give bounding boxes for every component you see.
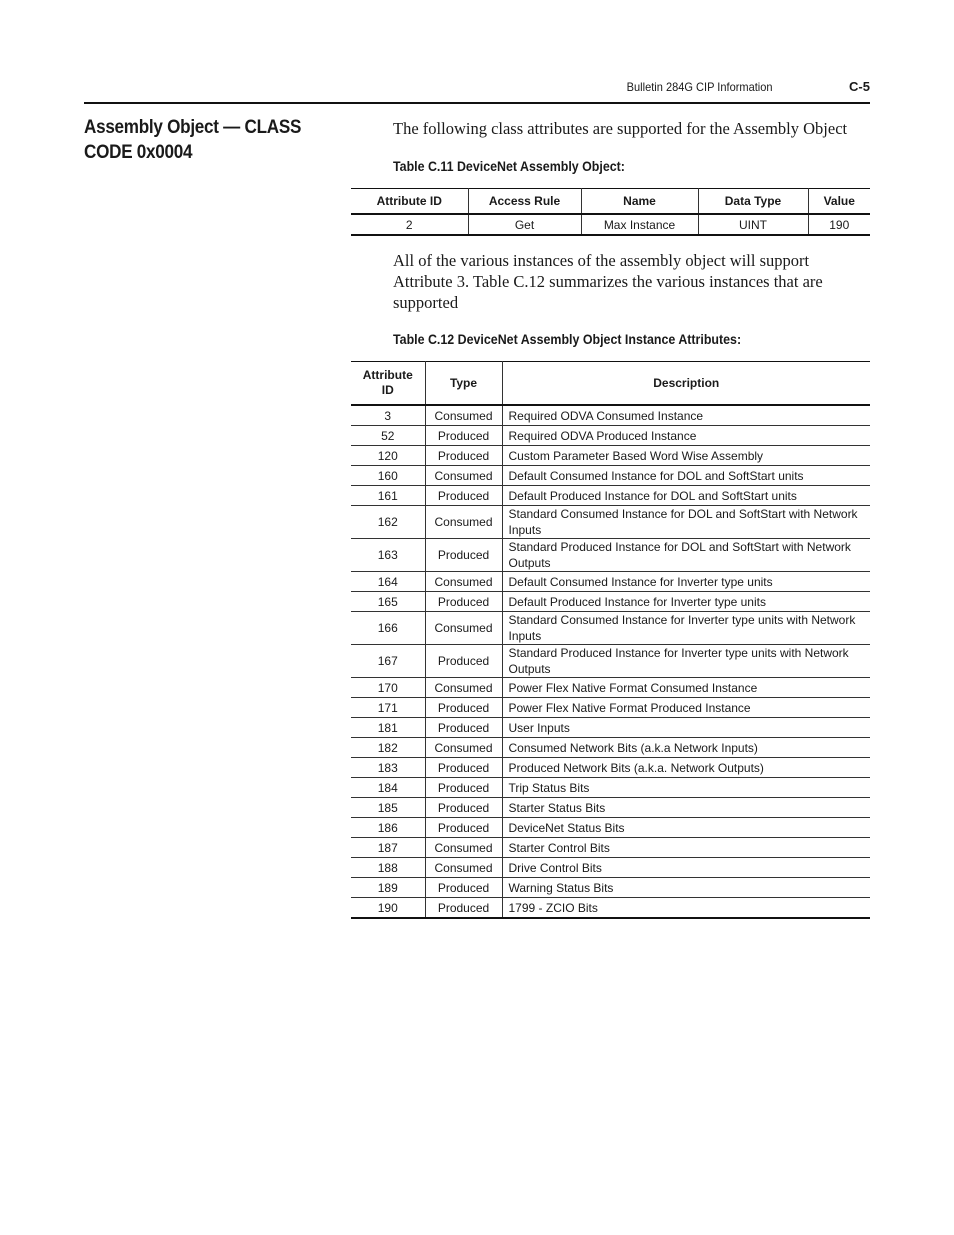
type-cell: Consumed xyxy=(425,678,502,698)
column-header: Name xyxy=(581,189,698,215)
table-row xyxy=(351,818,870,838)
type-cell: Consumed xyxy=(425,405,502,426)
description-cell: Standard Consumed Instance for DOL and SoftStart with Network Inputs xyxy=(502,506,870,539)
table-row xyxy=(351,506,870,539)
instances-paragraph: All of the various instances of the assembly object will support Attribute 3. Table C.12 summarizes the various instances that are supported xyxy=(393,251,823,312)
page-number: C-5 xyxy=(849,79,870,94)
type-cell: Produced xyxy=(425,878,502,898)
type-cell: Produced xyxy=(425,898,502,919)
header-rule xyxy=(84,102,870,104)
type-cell: Consumed xyxy=(425,466,502,486)
table-row xyxy=(351,466,870,486)
attribute-id-cell: 187 xyxy=(351,838,425,858)
column-header: Value xyxy=(808,189,870,215)
description-cell: Default Produced Instance for DOL and SoftStart units xyxy=(502,486,870,506)
table-c11-header-row xyxy=(351,189,870,215)
table-c12-body xyxy=(351,405,870,918)
description-cell: Default Produced Instance for Inverter type units xyxy=(502,592,870,612)
type-cell: Consumed xyxy=(425,572,502,592)
attribute-id-cell: 163 xyxy=(351,539,425,572)
table-row xyxy=(351,214,870,235)
type-cell: Consumed xyxy=(425,838,502,858)
description-cell: Warning Status Bits xyxy=(502,878,870,898)
attribute-id-cell: 162 xyxy=(351,506,425,539)
description-cell: Required ODVA Consumed Instance xyxy=(502,405,870,426)
type-cell: Produced xyxy=(425,698,502,718)
table-row xyxy=(351,798,870,818)
description-cell: DeviceNet Status Bits xyxy=(502,818,870,838)
running-header xyxy=(84,78,870,100)
description-cell: Trip Status Bits xyxy=(502,778,870,798)
attribute-id-cell: 171 xyxy=(351,698,425,718)
attribute-id-cell: 161 xyxy=(351,486,425,506)
description-cell: Drive Control Bits xyxy=(502,858,870,878)
attribute-id-cell: 166 xyxy=(351,612,425,645)
table-row xyxy=(351,572,870,592)
description-cell: Consumed Network Bits (a.k.a Network Inputs) xyxy=(502,738,870,758)
attribute-id-cell: 186 xyxy=(351,818,425,838)
description-cell: Required ODVA Produced Instance xyxy=(502,426,870,446)
type-cell: Consumed xyxy=(425,612,502,645)
table-row xyxy=(351,838,870,858)
attribute-id-cell: 183 xyxy=(351,758,425,778)
description-cell: Standard Produced Instance for DOL and SoftStart with Network Outputs xyxy=(502,539,870,572)
description-cell: 1799 - ZCIO Bits xyxy=(502,898,870,919)
table-row xyxy=(351,878,870,898)
table-row xyxy=(351,405,870,426)
table-row xyxy=(351,738,870,758)
description-cell: Standard Produced Instance for Inverter type units with Network Outputs xyxy=(502,645,870,678)
attribute-id-cell: 181 xyxy=(351,718,425,738)
table-row xyxy=(351,645,870,678)
attribute-id-cell: 185 xyxy=(351,798,425,818)
column-header: Attribute ID xyxy=(351,362,425,406)
description-cell: Power Flex Native Format Produced Instance xyxy=(502,698,870,718)
table-row xyxy=(351,612,870,645)
header-title: Bulletin 284G CIP Information xyxy=(627,80,773,94)
table-row xyxy=(351,698,870,718)
column-header: Attribute ID xyxy=(351,189,468,215)
table-cell: 2 xyxy=(351,214,468,235)
table-cell: UINT xyxy=(698,214,808,235)
type-cell: Produced xyxy=(425,778,502,798)
description-cell: Starter Control Bits xyxy=(502,838,870,858)
table-c12-caption: Table C.12 DeviceNet Assembly Object Instance Attributes: xyxy=(393,332,742,347)
description-cell: Standard Consumed Instance for Inverter type units with Network Inputs xyxy=(502,612,870,645)
table-row xyxy=(351,898,870,919)
table-c12 xyxy=(351,361,870,919)
column-header: Type xyxy=(425,362,502,406)
table-row xyxy=(351,678,870,698)
attribute-id-cell: 165 xyxy=(351,592,425,612)
attribute-id-cell: 188 xyxy=(351,858,425,878)
table-cell: Max Instance xyxy=(581,214,698,235)
attribute-id-cell: 52 xyxy=(351,426,425,446)
description-cell: Produced Network Bits (a.k.a. Network Outputs) xyxy=(502,758,870,778)
type-cell: Consumed xyxy=(425,506,502,539)
intro-paragraph: The following class attributes are supported for the Assembly Object xyxy=(393,119,848,138)
type-cell: Produced xyxy=(425,539,502,572)
table-row xyxy=(351,758,870,778)
table-row xyxy=(351,486,870,506)
type-cell: Produced xyxy=(425,718,502,738)
description-cell: User Inputs xyxy=(502,718,870,738)
table-c12-header-row xyxy=(351,362,870,406)
table-row xyxy=(351,778,870,798)
attribute-id-cell: 182 xyxy=(351,738,425,758)
type-cell: Produced xyxy=(425,645,502,678)
table-row xyxy=(351,539,870,572)
attribute-id-cell: 189 xyxy=(351,878,425,898)
column-header: Data Type xyxy=(698,189,808,215)
type-cell: Produced xyxy=(425,798,502,818)
description-cell: Power Flex Native Format Consumed Instance xyxy=(502,678,870,698)
attribute-id-cell: 160 xyxy=(351,466,425,486)
description-cell: Starter Status Bits xyxy=(502,798,870,818)
table-cell: 190 xyxy=(808,214,870,235)
table-cell: Get xyxy=(468,214,581,235)
attribute-id-cell: 120 xyxy=(351,446,425,466)
type-cell: Produced xyxy=(425,758,502,778)
attribute-id-cell: 170 xyxy=(351,678,425,698)
table-c11 xyxy=(351,188,870,236)
type-cell: Produced xyxy=(425,426,502,446)
description-cell: Default Consumed Instance for Inverter type units xyxy=(502,572,870,592)
section-heading: Assembly Object — CLASS CODE 0x0004 xyxy=(84,117,302,163)
type-cell: Produced xyxy=(425,592,502,612)
attribute-id-cell: 190 xyxy=(351,898,425,919)
description-cell: Custom Parameter Based Word Wise Assembly xyxy=(502,446,870,466)
type-cell: Produced xyxy=(425,818,502,838)
table-row xyxy=(351,426,870,446)
attribute-id-cell: 167 xyxy=(351,645,425,678)
attribute-id-cell: 164 xyxy=(351,572,425,592)
type-cell: Produced xyxy=(425,486,502,506)
description-cell: Default Consumed Instance for DOL and SoftStart units xyxy=(502,466,870,486)
column-header: Description xyxy=(502,362,870,406)
type-cell: Consumed xyxy=(425,858,502,878)
column-header: Access Rule xyxy=(468,189,581,215)
table-c11-caption: Table C.11 DeviceNet Assembly Object: xyxy=(393,159,625,174)
attribute-id-cell: 184 xyxy=(351,778,425,798)
type-cell: Produced xyxy=(425,446,502,466)
table-row xyxy=(351,858,870,878)
attribute-id-cell: 3 xyxy=(351,405,425,426)
table-row xyxy=(351,718,870,738)
table-row xyxy=(351,592,870,612)
table-row xyxy=(351,446,870,466)
type-cell: Consumed xyxy=(425,738,502,758)
